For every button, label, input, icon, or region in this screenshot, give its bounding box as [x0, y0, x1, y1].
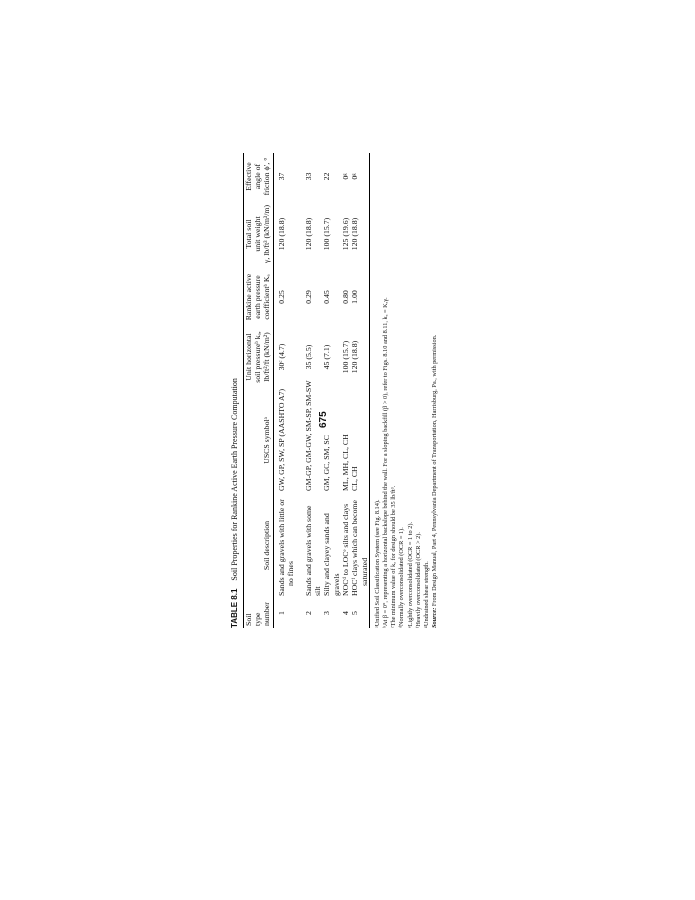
source-label: Source:: [431, 607, 439, 628]
cell-rankine: 0.25: [276, 290, 286, 304]
header-rankine: Rankine active earth pressure coefficientᵇ Kₐ: [244, 273, 271, 321]
cell-unit-horizontal: 35 (5.5): [303, 344, 313, 370]
cell-uscs: GW, GP, SW, SP (AASHTO A7): [276, 388, 286, 491]
cell-total-weight: 120 (18.8): [350, 217, 360, 251]
cell-uscs: CL, CH: [350, 466, 360, 491]
table-header-row: [244, 153, 274, 628]
cell-total-weight: 120 (18.8): [276, 217, 286, 251]
cell-unit-horizontal: 100 (15.7): [340, 340, 350, 374]
cell-soil-number: 2: [303, 611, 313, 615]
source-note: [431, 153, 439, 628]
cell-description: Silty and clayey sands and gravels: [322, 513, 341, 596]
table-row: [296, 153, 323, 628]
cell-description: Sands and gravels with some silt: [303, 505, 322, 596]
cell-total-weight: 120 (18.8): [303, 217, 313, 251]
header-description: Soil description: [261, 520, 271, 571]
cell-description: NOCᵈ to LOCᵉ silts and clays: [340, 503, 350, 596]
cell-uscs: GM, GC, SM, SC: [322, 435, 332, 491]
header-soil-type: Soil type number: [244, 602, 271, 626]
cell-total-weight: 100 (15.7): [322, 217, 332, 251]
table-row: [341, 153, 350, 628]
cell-soil-number: 5: [350, 611, 360, 615]
cell-description: Sands and gravels with little or no fines: [276, 499, 296, 596]
footnote: ᵈNormally overconsolidated (OCR = 1).: [398, 527, 406, 628]
footnote: ᵇAt β = 0°, representing a horizontal backslope behind the wall. For a sloping backfill (β > 0), refer to Figs. 8.10 and 8.11, kₐ = Kₐγ.: [382, 297, 390, 628]
cell-uscs: GM-GP, GM-GW, SM-SP, SM-SW: [303, 380, 313, 491]
cell-friction: 22: [322, 172, 332, 181]
cell-soil-number: 3: [322, 611, 332, 615]
cell-rankine: 0.29: [303, 290, 313, 304]
header-uscs: USCS symbolᵃ: [261, 417, 271, 464]
cell-friction: 0ᵍ: [350, 173, 360, 180]
header-total-unit-weight: Total soil unit weight γ, lb/ft³ (kN/m³/m): [244, 204, 271, 264]
cell-rankine: 0.80: [340, 290, 350, 304]
table-footnotes: [374, 153, 439, 628]
footnote: ᶜThe minimum value of kₐ for design should be 35 lb/ft³.: [390, 485, 398, 628]
cell-unit-horizontal: 120 (18.8): [350, 340, 360, 374]
cell-uscs: ML, MH, CL, CH: [340, 434, 350, 491]
soil-properties-table: [243, 153, 370, 628]
cell-friction: 33: [303, 172, 313, 181]
header-unit-horizontal: Unit horizontal soil pressureᵇ kₐ, lb/ft²/ft (kN/m²): [244, 331, 271, 383]
table-row: [273, 153, 295, 628]
table-row: [322, 153, 341, 628]
cell-soil-number: 1: [276, 611, 286, 615]
page-number: 675: [318, 411, 329, 428]
footnote: ᵉLightly overconsolidated (OCR = 1 to 2).: [406, 521, 414, 628]
cell-unit-horizontal: 45 (7.1): [322, 344, 332, 370]
cell-description: HOCᶠ clays which can become saturated: [350, 499, 369, 596]
cell-friction: 37: [276, 172, 286, 181]
footnote: ᵃUnified Soil Classification System (see Fig. 8.14).: [373, 499, 381, 628]
cell-rankine: 0.45: [322, 290, 332, 304]
cell-friction: 0ᵍ: [340, 173, 350, 180]
cell-soil-number: 4: [340, 611, 350, 615]
table-title: Soil Properties for Rankine Active Earth Pressure Computation: [230, 378, 239, 581]
footnote: ᶠHeavily overconsolidated (OCR > 2).: [414, 532, 422, 628]
table-caption: [230, 153, 243, 628]
cell-unit-horizontal: 30ᶜ (4.7): [276, 343, 286, 371]
rotated-table-block: [230, 153, 465, 628]
table-number: TABLE 8.1: [230, 588, 239, 628]
cell-total-weight: 125 (19.6): [340, 217, 350, 251]
footnote: ᵍUndrained shear strength.: [422, 561, 430, 628]
table-row: [350, 153, 369, 628]
source-text: From Design Manual, Part 4, Pennsylvania Department of Transportation, Harrisburg, Pa., with permission.: [431, 334, 439, 607]
cell-rankine: 1.00: [350, 290, 360, 304]
header-friction-angle: Effective angle of friction ϕ′, °: [244, 157, 271, 196]
